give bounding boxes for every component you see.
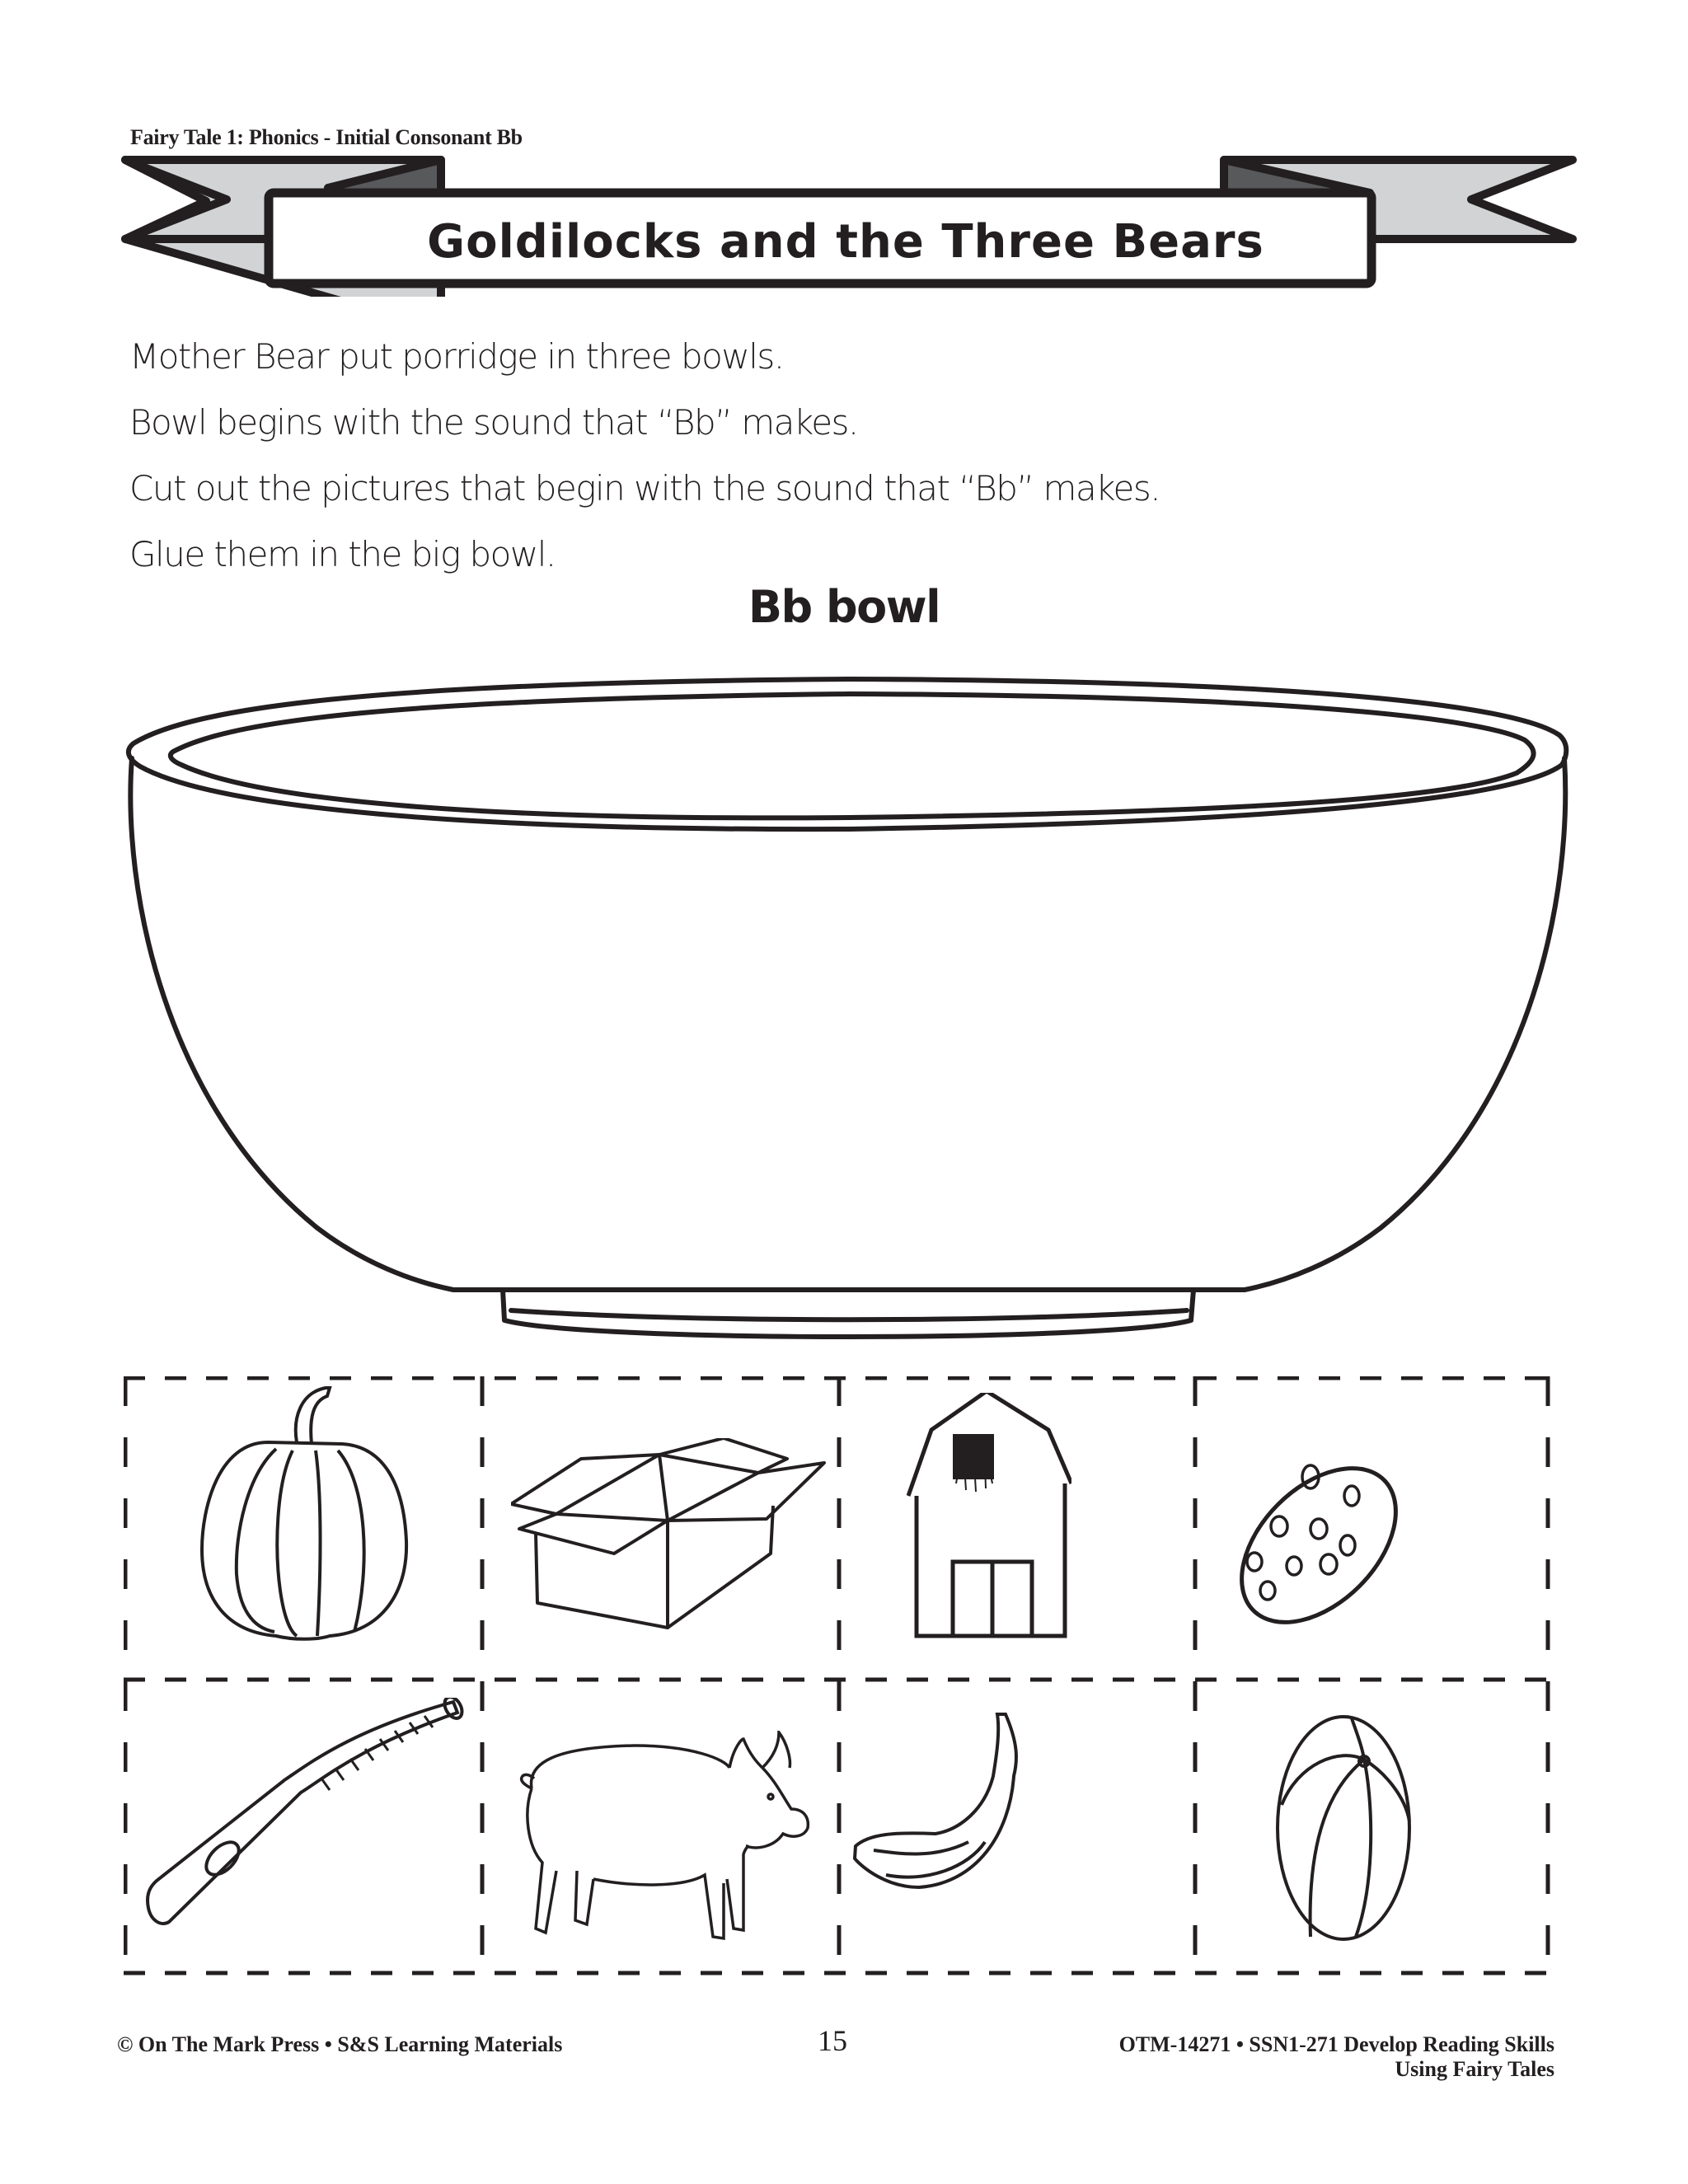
- footer-copyright: © On The Mark Press • S&S Learning Materials: [117, 2032, 563, 2056]
- footer-product-info: [1119, 2032, 1554, 2082]
- page-title: Goldilocks and the Three Bears: [427, 214, 1264, 269]
- instruction-line: Mother Bear put porridge in three bowls.: [129, 336, 784, 377]
- footer-product-line2: Using Fairy Tales: [1395, 2057, 1554, 2081]
- page-number: 15: [818, 2024, 847, 2057]
- pumpkin-icon[interactable]: [177, 1385, 424, 1648]
- bat-icon[interactable]: [144, 1698, 466, 1929]
- cookie-icon[interactable]: [1236, 1459, 1401, 1632]
- instruction-line: Glue them in the big bowl.: [129, 534, 556, 574]
- section-label: Fairy Tale 1: Phonics - Initial Consonant Bb: [130, 125, 523, 149]
- instructions: [129, 330, 1160, 593]
- instruction-line: Bowl begins with the sound that “Bb” makes.: [129, 402, 858, 443]
- bowl-icon[interactable]: [115, 676, 1582, 1352]
- banana-icon[interactable]: [853, 1710, 1034, 1908]
- box-icon[interactable]: [511, 1438, 832, 1636]
- pig-icon[interactable]: [511, 1731, 816, 1945]
- instruction-line: Cut out the pictures that begin with the sound that “Bb” makes.: [129, 468, 1160, 509]
- footer-product-line1: OTM-14271 • SSN1-271 Develop Reading Skills: [1118, 2032, 1554, 2056]
- ball-icon[interactable]: [1273, 1714, 1414, 1945]
- bowl-label: Bb bowl: [748, 581, 940, 633]
- barn-icon[interactable]: [907, 1393, 1071, 1640]
